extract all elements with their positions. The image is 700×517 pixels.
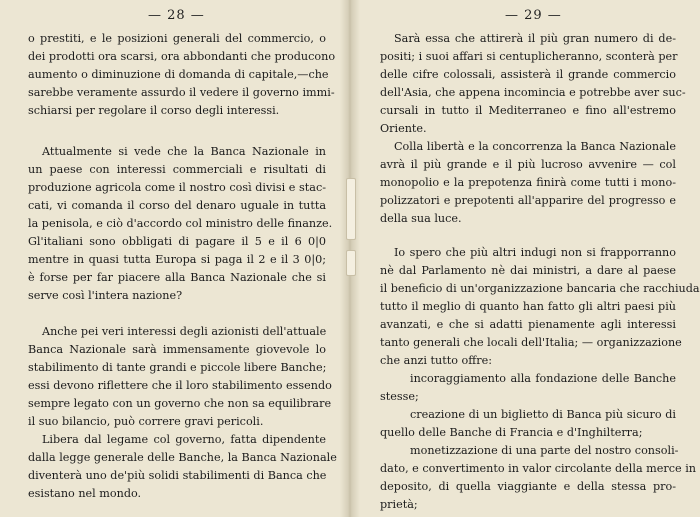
text-line: essi devono riflettere che il loro stabilimento essendo xyxy=(28,379,332,392)
text-line: il suo bilancio, può correre gravi pericoli. xyxy=(28,415,264,428)
page-number: — 29 — xyxy=(505,8,562,23)
binding-stitch xyxy=(346,178,356,240)
text-line: avanzati, e che si adatti pienamente agli interessi xyxy=(380,318,676,331)
text-line: dato, e convertimento in valor circolante della merce in xyxy=(380,462,696,475)
text-line: tutto il meglio di quanto han fatto gli altri paesi più xyxy=(380,300,676,313)
text-line: dell'Asia, che appena incomincia e potrebbe aver suc- xyxy=(380,86,686,99)
text-line: Sarà essa che attirerà il più gran numero di de- xyxy=(394,32,676,45)
text-line: Anche pei veri interessi degli azionisti dell'attuale xyxy=(42,325,327,338)
text-line: creazione di un biglietto di Banca più sicuro di xyxy=(410,408,676,421)
text-line: il beneficio di un'organizzazione bancaria che racchiuda xyxy=(380,282,700,295)
text-line: sempre legato con un governo che non sa equilibrare xyxy=(28,397,332,410)
page-number: — 28 — xyxy=(148,8,205,23)
text-line: è forse per far piacere alla Banca Nazionale che si xyxy=(28,271,326,284)
paragraph xyxy=(28,323,332,431)
text-line: dalla legge generale delle Banche, la Banca Nazionale xyxy=(28,451,337,464)
text-line: della sua luce. xyxy=(380,212,462,225)
paragraph xyxy=(28,431,337,503)
text-line: produzione agricola come il nostro così divisi e stac- xyxy=(28,181,326,194)
text-line: monetizzazione di una parte del nostro consoli- xyxy=(410,444,679,457)
text-line: incoraggiamento alla fondazione delle Banche xyxy=(410,372,676,385)
text-line: schiarsi per regolare il corso degli interessi. xyxy=(28,104,280,117)
paragraph xyxy=(28,30,336,120)
text-line: monopolio e la prepotenza finirà come tutti i mono- xyxy=(380,176,676,189)
text-line: esistano nel mondo. xyxy=(28,487,142,500)
paragraph xyxy=(380,370,676,406)
paragraph xyxy=(28,143,333,305)
text-line: cati, vi comanda il corso del denaro uguale in tutta xyxy=(28,199,326,212)
text-line: tanto generali che locali dell'Italia; — organizzazione xyxy=(380,336,682,349)
paragraph xyxy=(380,442,696,514)
text-line: o prestiti, e le posizioni generali del commercio, o xyxy=(28,32,326,45)
text-line: cursali in tutto il Mediterraneo e fino all'estremo xyxy=(380,104,676,117)
text-line: nè dal Parlamento nè dai ministri, a dare al paese xyxy=(380,264,676,277)
text-line: sarebbe veramente assurdo il vedere il governo immi- xyxy=(28,86,335,99)
text-line: Io spero che più altri indugi non si frapporranno xyxy=(394,246,676,259)
text-line: Banca Nazionale sarà immensamente giovevole lo xyxy=(28,343,326,356)
text-line: stesse; xyxy=(380,390,419,403)
text-line: dei prodotti ora scarsi, ora abbondanti che producono xyxy=(28,50,336,63)
text-line: Libera dal legame col governo, fatta dipendente xyxy=(42,433,326,446)
text-line: la penisola, e ciò d'accordo col ministro delle finanze. xyxy=(28,217,333,230)
text-line: Colla libertà e la concorrenza la Banca Nazionale xyxy=(394,140,676,153)
text-line: mentre in quasi tutta Europa si paga il 2 e il 3 0|0; xyxy=(28,253,326,266)
text-line: aumento o diminuzione di domanda di capitale,—che xyxy=(28,68,329,81)
binding-stitch xyxy=(346,250,356,276)
paragraph xyxy=(380,30,686,138)
text-line: Oriente. xyxy=(380,122,427,135)
text-line: stabilimento di tante grandi e piccole libere Banche; xyxy=(28,361,327,374)
text-line: che anzi tutto offre: xyxy=(380,354,492,367)
paragraph xyxy=(380,244,700,370)
text-line: quello delle Banche di Francia e d'Inghilterra; xyxy=(380,426,643,439)
text-line: diventerà uno de'più solidi stabilimenti di Banca che xyxy=(28,469,327,482)
paragraph xyxy=(380,406,676,442)
paragraph xyxy=(380,138,676,228)
text-line: serve così l'intera nazione? xyxy=(28,289,183,302)
text-line: polizzatori e prepotenti all'apparire del progresso e xyxy=(380,194,676,207)
text-line: delle cifre colossali, assisterà il grande commercio xyxy=(380,68,676,81)
text-line: Gl'italiani sono obbligati di pagare il 5 e il 6 0|0 xyxy=(28,235,326,248)
text-line: un paese con interessi commerciali e risultati di xyxy=(28,163,326,176)
text-line: prietà; xyxy=(380,498,418,511)
text-line: deposito, di quella viaggiante e della stessa pro- xyxy=(380,480,676,493)
text-line: positi; i suoi affari si centuplicheranno, sconterà per xyxy=(380,50,678,63)
text-line: avrà il più grande e il più lucroso avvenire — col xyxy=(380,158,676,171)
text-line: Attualmente si vede che la Banca Nazionale in xyxy=(42,145,326,158)
